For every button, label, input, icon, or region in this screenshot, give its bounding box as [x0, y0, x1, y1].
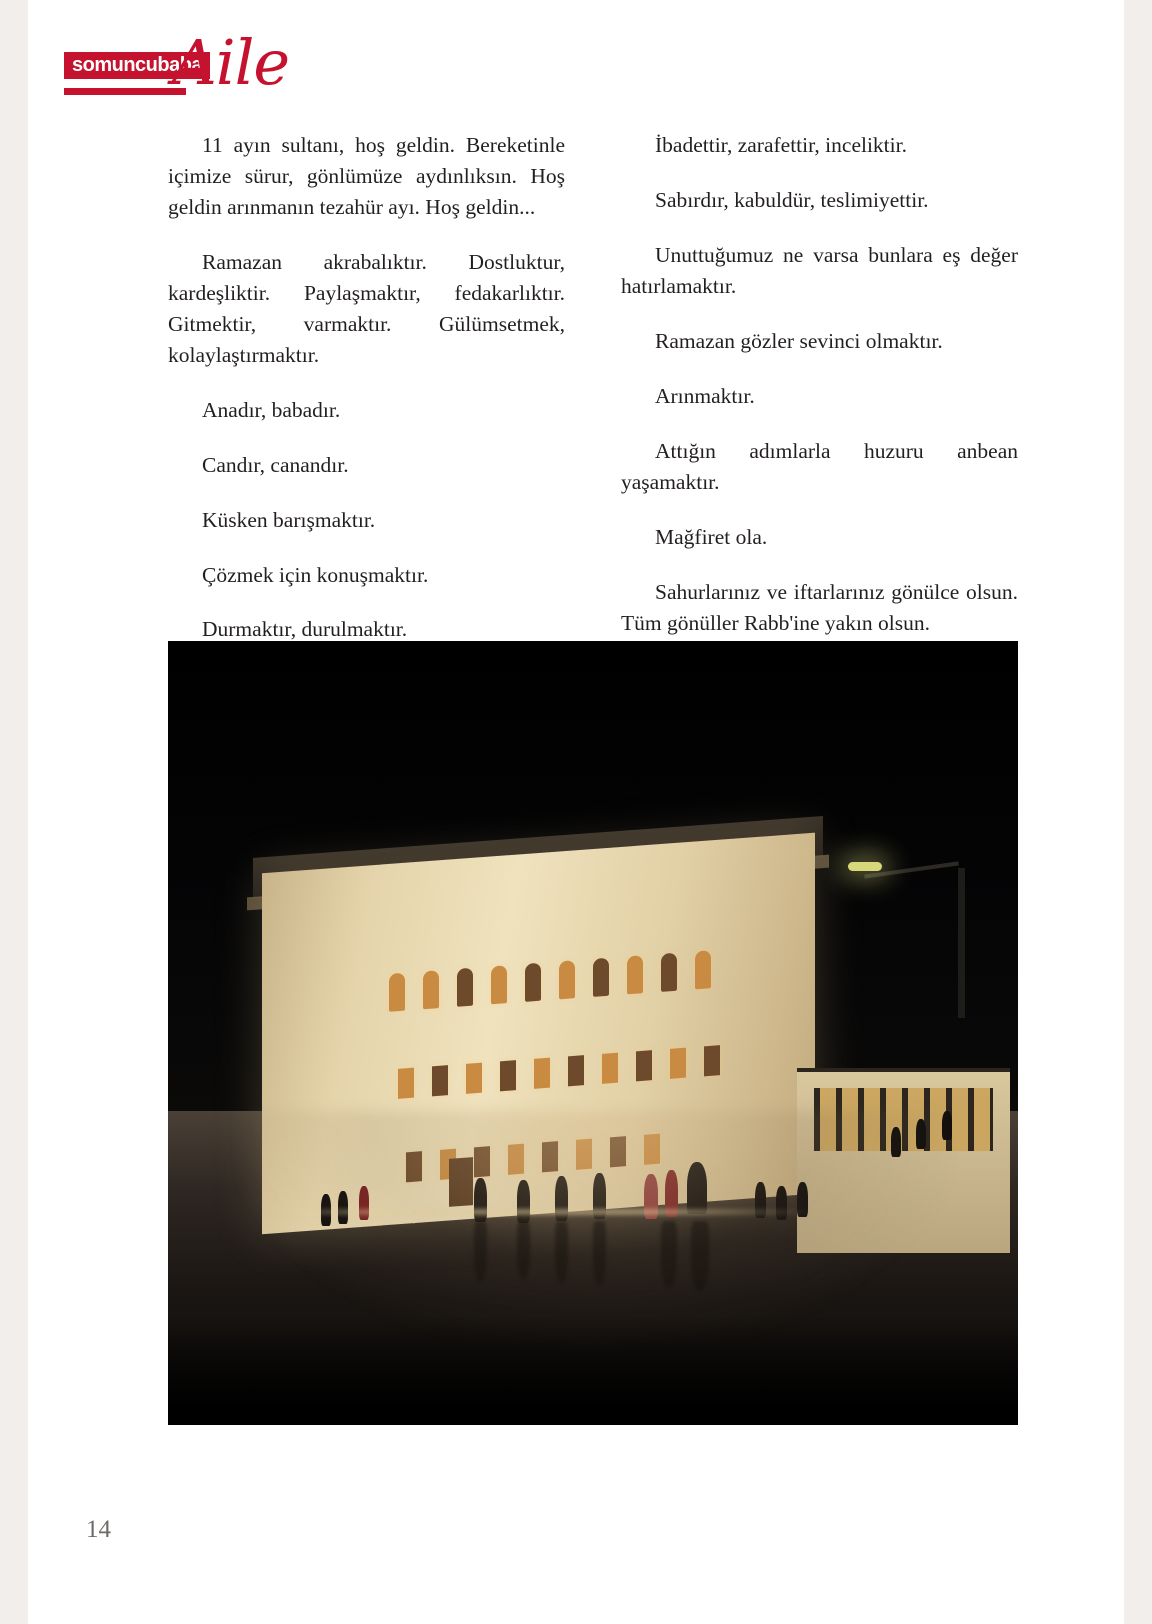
paragraph: Sahurlarınız ve iftarlarınız gönülce olsun. Tüm gönüller Rabb'ine yakın olsun.	[621, 579, 1018, 635]
photo-window	[568, 1055, 584, 1086]
photo-window	[593, 958, 609, 997]
photo-window	[661, 953, 677, 992]
photo-window	[398, 1067, 414, 1098]
logo-script-aile: Aile	[172, 26, 290, 99]
photo-window	[627, 956, 643, 995]
article-column-left	[168, 130, 565, 645]
photo-window	[534, 1057, 550, 1088]
paragraph: Çözmek için konuşmaktır.	[202, 562, 429, 587]
photo-window	[704, 1045, 720, 1076]
paragraph: Ramazan gözler sevinci olmaktır.	[655, 328, 943, 353]
logo-wordmark: somuncubaba	[64, 52, 210, 79]
masthead-logo	[64, 26, 324, 108]
paragraph: Candır, canandır.	[202, 452, 349, 477]
photo-street-lamp-pole	[958, 868, 965, 1018]
photo-window	[525, 963, 541, 1002]
article-column-right	[621, 130, 1018, 645]
photo-window	[695, 951, 711, 990]
paragraph: Ramazan akrabalıktır. Dostluktur, kardeşliktir. Paylaşmaktır, fedakarlıktır. Gitmektir, varmaktır. Gülümsetmek, kolaylaştırmaktır.	[168, 249, 565, 367]
paragraph: Arınmaktır.	[655, 383, 755, 408]
paragraph: Durmaktır, durulmaktır.	[202, 617, 408, 642]
paragraph: Anadır, babadır.	[202, 397, 341, 422]
photo-reflection	[661, 1221, 677, 1287]
photo-window	[670, 1047, 686, 1078]
article-body	[168, 130, 1018, 645]
photo-reflection	[593, 1221, 606, 1285]
logo-rule	[64, 88, 186, 95]
paragraph: Attığın adımlarla huzuru anbean yaşamaktır.	[621, 438, 1018, 494]
paragraph: Sabırdır, kabuldür, teslimiyettir.	[655, 187, 929, 212]
paragraph: Unuttuğumuz ne varsa bunlara eş değer hatırlamaktır.	[621, 242, 1018, 298]
photo-reflection	[691, 1221, 709, 1291]
photo-foreground-shadow	[168, 1315, 1018, 1425]
photo-window	[491, 966, 507, 1005]
photo-window	[423, 971, 439, 1010]
photo-window	[500, 1060, 516, 1091]
paragraph: Küsken barışmaktır.	[202, 507, 376, 532]
photo-window	[602, 1052, 618, 1083]
photo-reflection	[517, 1221, 530, 1279]
photo-reflection	[555, 1221, 568, 1283]
photo-window	[389, 973, 405, 1012]
paragraph: Mağfiret ola.	[655, 524, 768, 549]
paragraph: İbadettir, zarafettir, inceliktir.	[655, 133, 907, 157]
article-photo	[168, 641, 1018, 1425]
photo-window	[432, 1065, 448, 1096]
paragraph: 11 ayın sultanı, hoş geldin. Bereketinle içimize sürur, gönlümüze aydınlıksın. Hoş geldin arınmanın tezahür ayı. Hoş geldin...	[168, 133, 565, 219]
photo-night-building	[168, 641, 1018, 1425]
photo-window	[559, 961, 575, 1000]
page-number: 14	[86, 1516, 111, 1543]
photo-window	[457, 968, 473, 1007]
photo-street-lamp-head	[848, 862, 882, 871]
page-canvas	[28, 0, 1124, 1624]
photo-window	[636, 1050, 652, 1081]
photo-window	[466, 1062, 482, 1093]
photo-reflection	[474, 1221, 487, 1281]
